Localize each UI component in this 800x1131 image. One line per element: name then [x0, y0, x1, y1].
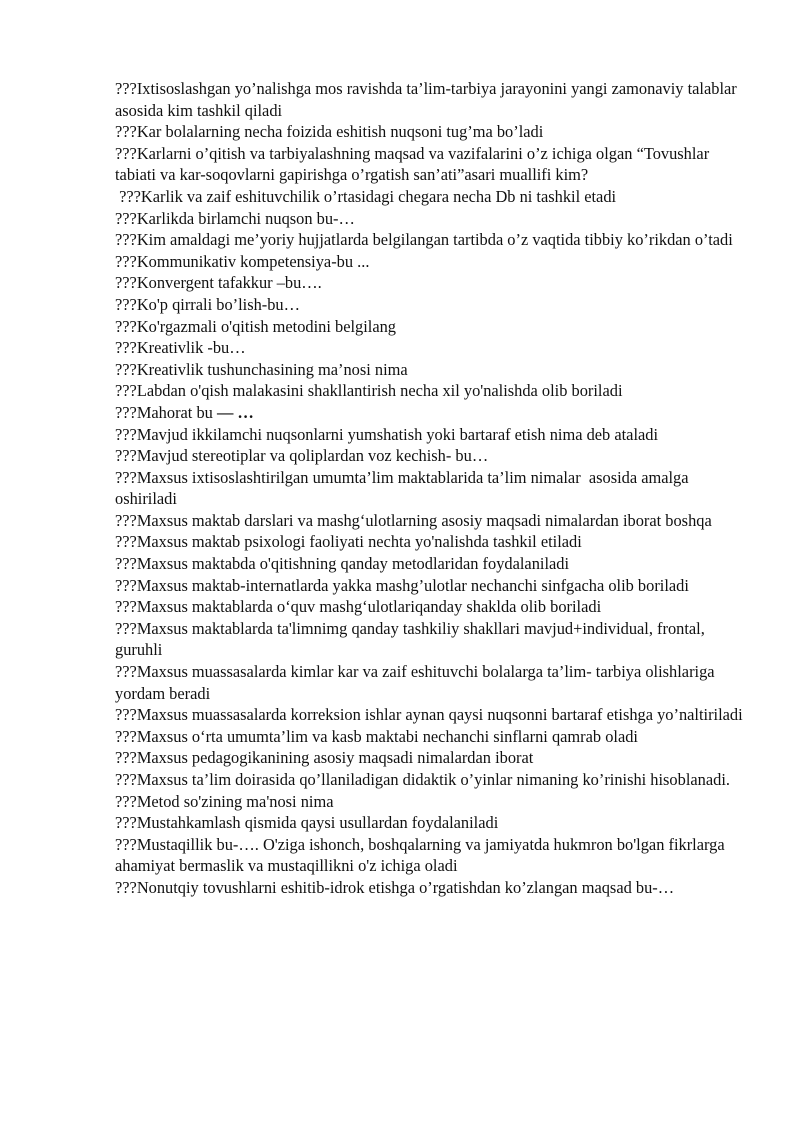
question-line-mahorat [115, 402, 747, 424]
question-line: ???Metod so'zining ma'nosi nima [115, 791, 334, 811]
question-line: ???Maxsus muassasalarda korreksion ishlar aynan qaysi nuqsonni bartaraf etishga yo’naltiriladi [115, 705, 743, 725]
question-line: ???Kreativlik tushunchasining ma’nosi nima [115, 359, 408, 379]
question-line: ???Kar bolalarning necha foizida eshitish nuqsoni tug’ma bo’ladi [115, 122, 544, 142]
question-line: ???Labdan o'qish malakasini shakllantirish necha xil yo'nalishda olib boriladi [115, 381, 623, 401]
question-line: ???Nonutqiy tovushlarni eshitib-idrok etishga o’rgatishdan ko’zlangan maqsad bu-… [115, 877, 675, 897]
question-line: ???Ko'rgazmali o'qitish metodini belgilang [115, 316, 396, 336]
question-line: ???Kommunikativ kompetensiya-bu ... [115, 251, 370, 271]
question-line: ???Mustahkamlash qismida qaysi usullardan foydalaniladi [115, 813, 499, 833]
question-line: ???Maxsus pedagogikanining asosiy maqsadi nimalardan iborat [115, 748, 534, 768]
question-line: ???Maxsus ta’lim doirasida qo’llaniladigan didaktik o’yinlar nimaning ko’rinishi hisoblanadi. [115, 770, 730, 789]
question-line: ???Karlarni o’qitish va tarbiyalashning maqsad va vazifalarini o’z ichiga olgan “Tovushlar tabiati va kar-soqovlarni gapirishga o’rgatish san’ati”asari muallifi kim? [115, 143, 714, 185]
question-line: ???Mustaqillik bu-…. O'ziga ishonch, boshqalarning va jamiyatda hukmron bo'lgan fikrlarga ahamiyat bermaslik va mustaqillikni o'z ichiga oladi [115, 834, 729, 876]
question-line: ???Maxsus maktab darslari va mashg‘ulotlarning asosiy maqsadi nimalardan iborat boshqa [115, 510, 712, 530]
question-line: ???Maxsus maktab-internatlarda yakka mashg’ulotlar nechanchi sinfgacha olib boriladi [115, 575, 689, 595]
question-line: ???Maxsus maktab psixologi faoliyati nechta yo'nalishda tashkil etiladi [115, 532, 582, 552]
question-line: ???Maxsus maktabda o'qitishning qanday metodlaridan foydalaniladi [115, 554, 570, 574]
question-line: ???Maxsus maktablarda ta'limnimg qanday tashkiliy shakllari mavjud+individual, frontal, guruhli [115, 618, 709, 660]
question-line: ???Kim amaldagi me’yoriy hujjatlarda belgilangan tartibda o’z vaqtida tibbiy ko’rikdan o’tadi [115, 230, 733, 250]
question-line: ???Maxsus o‘rta umumta’lim va kasb maktabi nechanchi sinflarni qamrab oladi [115, 726, 638, 746]
question-line: ???Mavjud stereotiplar va qoliplardan voz kechish- bu… [115, 446, 489, 466]
question-line: ???Maxsus ixtisoslashtirilgan umumta’lim maktablarida ta’lim nimalar asosida amalga oshiriladi [115, 467, 693, 509]
question-line: ???Mavjud ikkilamchi nuqsonlarni yumshatish yoki bartaraf etish nima deb ataladi [115, 424, 659, 444]
question-line: ???Ko'p qirrali bo’lish-bu… [115, 294, 301, 314]
question-line: ???Karlik va zaif eshituvchilik o’rtasidagi chegara necha Db ni tashkil etadi [115, 186, 617, 206]
mahorat-bold-tail: — … [216, 402, 254, 422]
question-line: ???Kreativlik -bu… [115, 338, 246, 358]
question-line: ???Ixtisoslashgan yo’nalishga mos ravishda ta’lim-tarbiya jarayonini yangi zamonaviy talablar asosida kim tashkil qiladi [115, 79, 741, 120]
document-page [115, 78, 747, 899]
question-line: ???Maxsus maktablarda o‘quv mashg‘ulotlariqanday shaklda olib boriladi [115, 597, 602, 617]
question-line: ???Karlikda birlamchi nuqson bu-… [115, 208, 355, 228]
mahorat-prefix: ???Mahorat bu [115, 402, 217, 422]
question-line: ???Konvergent tafakkur –bu…. [115, 273, 322, 293]
question-line: ???Maxsus muassasalarda kimlar kar va zaif eshituvchi bolalarga ta’lim- tarbiya olishlariga yordam beradi [115, 662, 719, 703]
